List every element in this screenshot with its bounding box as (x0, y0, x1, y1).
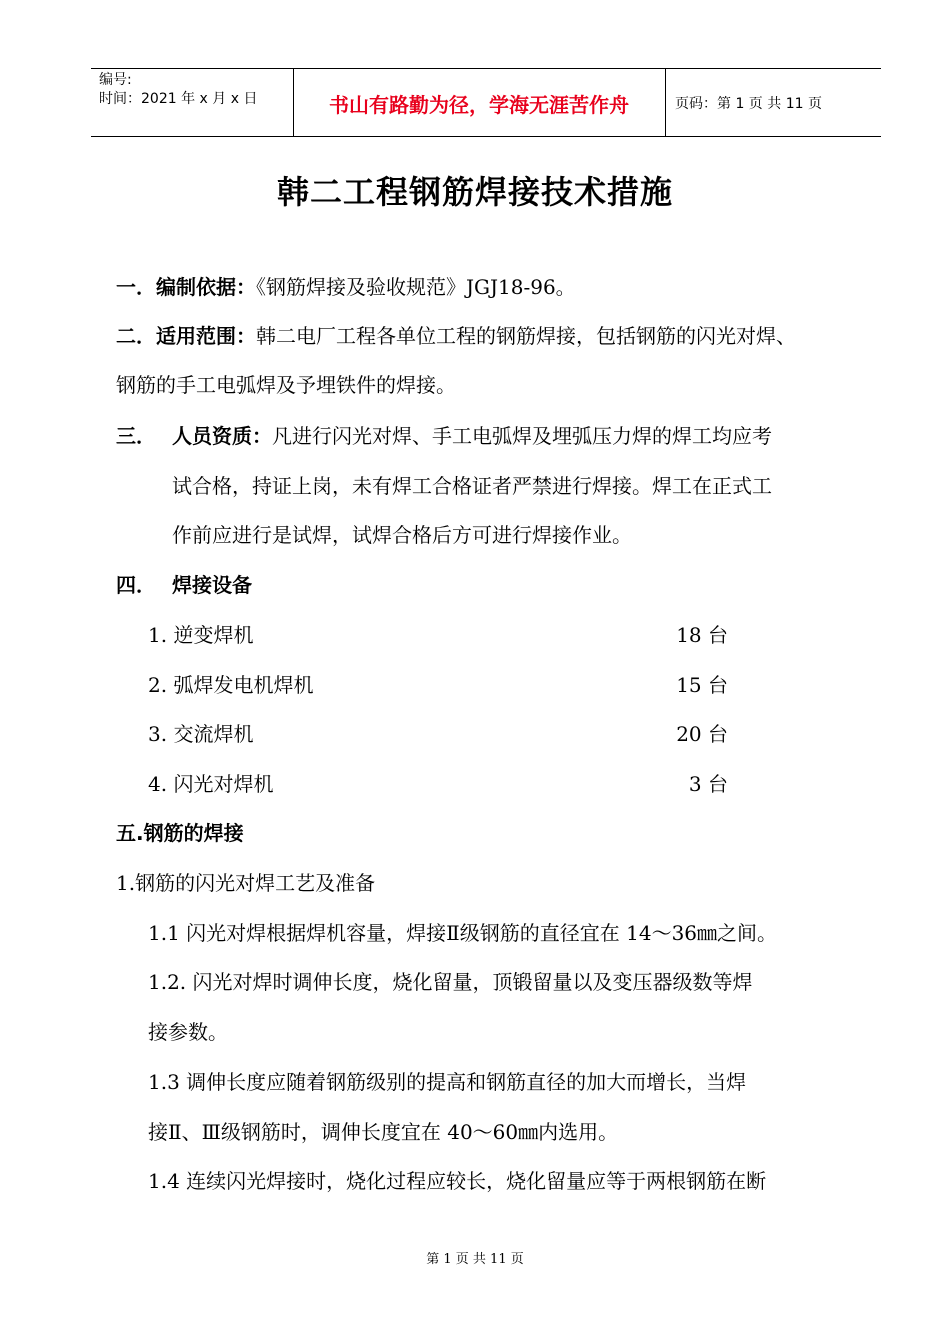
section-3-number: 三． (116, 424, 156, 448)
document-header (91, 68, 881, 137)
section-4-number: 四． (116, 573, 156, 597)
section-1-heading: 一．编制依据： (116, 275, 256, 299)
section-3 (172, 424, 772, 448)
paragraph-1-3: 1.3 调伸长度应随着钢筋级别的提高和钢筋直径的加大而增长，当焊 (148, 1070, 747, 1094)
serial-label: 编号: (99, 72, 132, 88)
equipment-qty: 20 台 (676, 722, 728, 746)
page-title: 韩二工程钢筋焊接技术措施 (276, 173, 673, 211)
section-3-line-3: 作前应进行是试焊，试焊合格后方可进行焊接作业。 (172, 523, 632, 547)
header-page-label: 页码：第 1 页 共 11 页 (675, 96, 822, 112)
section-3-heading: 人员资质： (172, 424, 272, 448)
paragraph-1-4: 1.4 连续闪光焊接时，烧化过程应较长，烧化留量应等于两根钢筋在断 (148, 1169, 767, 1193)
section-1-text: 《钢筋焊接及验收规范》JGJ18-96。 (256, 275, 576, 299)
equipment-name: 2. 弧焊发电机焊机 (148, 673, 314, 697)
paragraph-1-3-continued: 接Ⅱ、Ⅲ级钢筋时，调伸长度宜在 40～60㎜内选用。 (148, 1120, 619, 1144)
section-5-heading: 五.钢筋的焊接 (116, 821, 244, 845)
equipment-qty: 18 台 (676, 623, 728, 647)
page-footer: 第 1 页 共 11 页 (426, 1252, 524, 1267)
equipment-name: 3. 交流焊机 (148, 722, 254, 746)
paragraph-1-1: 1.1 闪光对焊根据焊机容量，焊接Ⅱ级钢筋的直径宜在 14～36㎜之间。 (148, 921, 778, 945)
section-1 (116, 275, 576, 299)
header-meta (99, 71, 257, 109)
paragraph-1-2: 1.2. 闪光对焊时调伸长度，烧化留量，顶锻留量以及变压器级数等焊 (148, 970, 753, 994)
section-3-text: 凡进行闪光对焊、手工电弧焊及埋弧压力焊的焊工均应考 (272, 424, 772, 448)
section-2-text: 韩二电厂工程各单位工程的钢筋焊接，包括钢筋的闪光对焊、 (256, 324, 796, 348)
section-2 (116, 324, 796, 348)
equipment-name: 4. 闪光对焊机 (148, 772, 274, 796)
header-motto: 书山有路勤为径，学海无涯苦作舟 (329, 93, 629, 117)
section-4-heading: 焊接设备 (172, 573, 252, 597)
paragraph-1: 1.钢筋的闪光对焊工艺及准备 (116, 871, 376, 895)
equipment-qty: 15 台 (676, 673, 728, 697)
paragraph-1-2-continued: 接参数。 (148, 1020, 228, 1044)
equipment-name: 1. 逆变焊机 (148, 623, 254, 647)
section-2-continued: 钢筋的手工电弧焊及予埋铁件的焊接。 (116, 373, 456, 397)
time-label: 时间：2021 年 x 月 x 日 (99, 91, 258, 107)
section-3-line-2: 试合格，持证上岗，未有焊工合格证者严禁进行焊接。焊工在正式工 (172, 474, 772, 498)
equipment-qty: 3 台 (688, 772, 728, 796)
section-2-heading: 二．适用范围： (116, 324, 256, 348)
header-divider (665, 69, 666, 136)
